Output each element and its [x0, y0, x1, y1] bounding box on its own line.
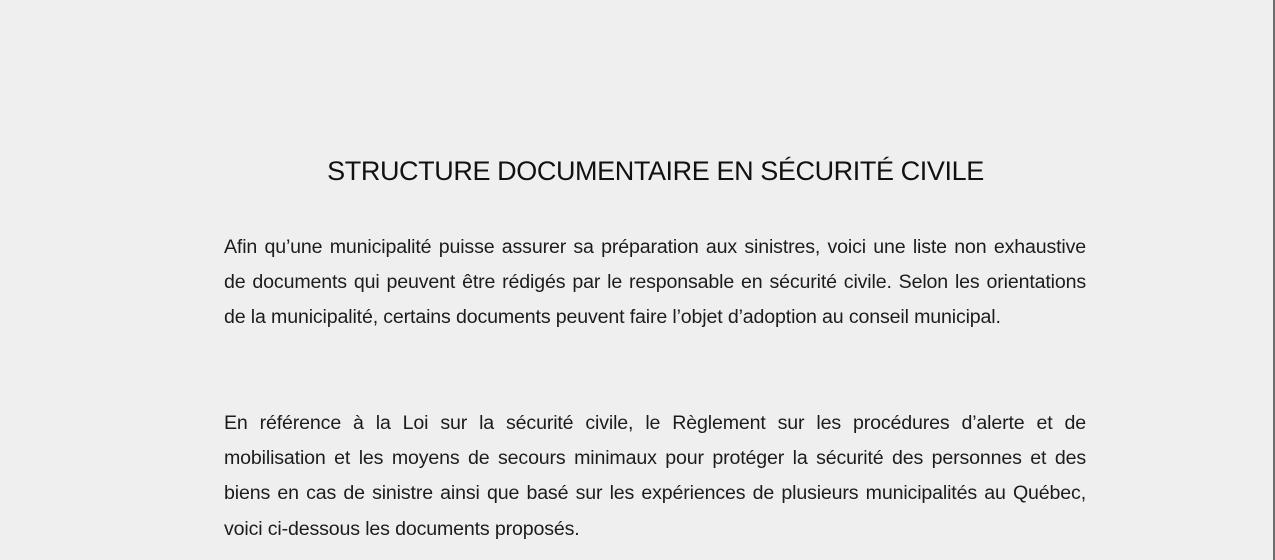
- intro-paragraph: Afin qu’une municipalité puisse assurer sa préparation aux sinistres, voici une liste non exhaustive de documents qui peuvent être rédigés par le responsable en sécurité civile. Selon les orientations de la municipalité, certains documents peuvent faire l’objet d’adoption au conseil municipal.: [224, 236, 1086, 329]
- document-title: STRUCTURE DOCUMENTAIRE EN SÉCURITÉ CIVILE: [327, 156, 984, 186]
- reference-paragraph: En référence à la Loi sur la sécurité civile, le Règlement sur les procédures d’alerte et de mobilisation et les moyens de secours minimaux pour protéger la sécurité des personnes et des biens en cas de sinistre ainsi que basé sur les expériences de plusieurs municipalités au Québec, voici ci-dessous les documents proposés.: [224, 412, 1086, 540]
